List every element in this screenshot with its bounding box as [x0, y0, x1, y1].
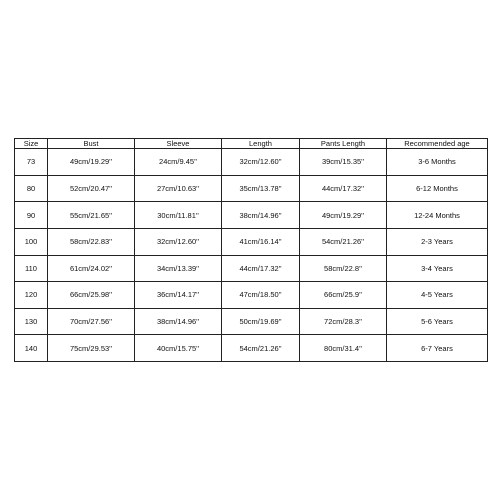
size-chart-table: [14, 138, 488, 362]
cell-pants-length: 66cm/25.9'': [300, 282, 387, 309]
table-row: [15, 228, 488, 255]
cell-sleeve: 38cm/14.96'': [135, 308, 222, 335]
cell-size: 100: [15, 228, 48, 255]
cell-pants-length: 80cm/31.4'': [300, 335, 387, 362]
cell-sleeve: 30cm/11.81'': [135, 202, 222, 229]
cell-recommended-age: 5-6 Years: [387, 308, 488, 335]
table-row: [15, 202, 488, 229]
cell-bust: 70cm/27.56'': [48, 308, 135, 335]
cell-pants-length: 49cm/19.29'': [300, 202, 387, 229]
cell-bust: 66cm/25.98'': [48, 282, 135, 309]
header-recommended-age: Recommended age: [387, 139, 488, 149]
cell-size: 110: [15, 255, 48, 282]
cell-sleeve: 40cm/15.75'': [135, 335, 222, 362]
cell-length: 41cm/16.14'': [222, 228, 300, 255]
cell-recommended-age: 2-3 Years: [387, 228, 488, 255]
cell-sleeve: 27cm/10.63'': [135, 175, 222, 202]
cell-size: 80: [15, 175, 48, 202]
cell-pants-length: 58cm/22.8'': [300, 255, 387, 282]
cell-size: 73: [15, 149, 48, 176]
cell-sleeve: 36cm/14.17'': [135, 282, 222, 309]
cell-pants-length: 44cm/17.32'': [300, 175, 387, 202]
cell-recommended-age: 6-12 Months: [387, 175, 488, 202]
cell-bust: 49cm/19.29'': [48, 149, 135, 176]
header-pants-length: Pants Length: [300, 139, 387, 149]
cell-recommended-age: 3-4 Years: [387, 255, 488, 282]
cell-size: 140: [15, 335, 48, 362]
cell-bust: 55cm/21.65'': [48, 202, 135, 229]
header-bust: Bust: [48, 139, 135, 149]
cell-sleeve: 24cm/9.45'': [135, 149, 222, 176]
table-row: [15, 149, 488, 176]
cell-length: 38cm/14.96'': [222, 202, 300, 229]
cell-size: 130: [15, 308, 48, 335]
cell-length: 35cm/13.78'': [222, 175, 300, 202]
table-row: [15, 255, 488, 282]
cell-pants-length: 72cm/28.3'': [300, 308, 387, 335]
header-sleeve: Sleeve: [135, 139, 222, 149]
cell-bust: 61cm/24.02'': [48, 255, 135, 282]
cell-sleeve: 34cm/13.39'': [135, 255, 222, 282]
cell-sleeve: 32cm/12.60'': [135, 228, 222, 255]
cell-length: 44cm/17.32'': [222, 255, 300, 282]
cell-size: 90: [15, 202, 48, 229]
cell-size: 120: [15, 282, 48, 309]
cell-recommended-age: 3-6 Months: [387, 149, 488, 176]
table-header-row: [15, 139, 488, 149]
cell-bust: 52cm/20.47'': [48, 175, 135, 202]
cell-length: 32cm/12.60'': [222, 149, 300, 176]
cell-length: 54cm/21.26'': [222, 335, 300, 362]
header-length: Length: [222, 139, 300, 149]
cell-length: 50cm/19.69'': [222, 308, 300, 335]
table-row: [15, 308, 488, 335]
table-row: [15, 282, 488, 309]
table-row: [15, 175, 488, 202]
cell-pants-length: 54cm/21.26'': [300, 228, 387, 255]
cell-recommended-age: 12-24 Months: [387, 202, 488, 229]
cell-bust: 58cm/22.83'': [48, 228, 135, 255]
cell-bust: 75cm/29.53'': [48, 335, 135, 362]
table-row: [15, 335, 488, 362]
cell-recommended-age: 6-7 Years: [387, 335, 488, 362]
cell-length: 47cm/18.50'': [222, 282, 300, 309]
cell-recommended-age: 4-5 Years: [387, 282, 488, 309]
cell-pants-length: 39cm/15.35'': [300, 149, 387, 176]
header-size: Size: [15, 139, 48, 149]
